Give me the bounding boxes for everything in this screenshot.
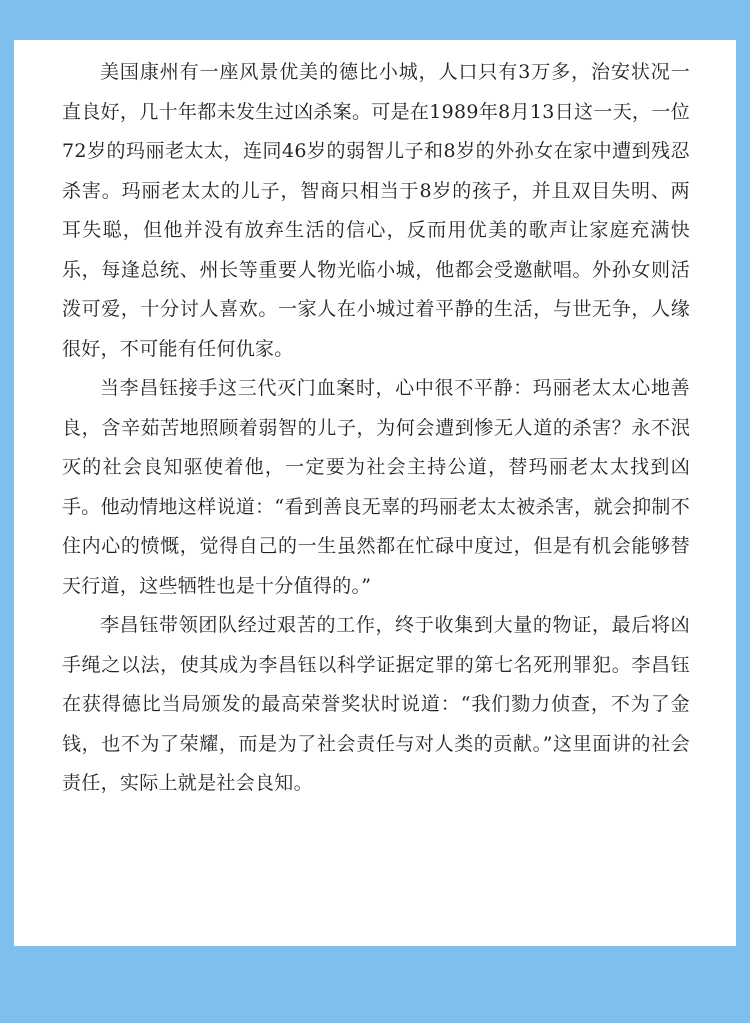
paragraph-1: 美国康州有一座风景优美的德比小城，人口只有3万多，治安状况一直良好，几十年都未发生过凶杀案。可是在1989年8月13日这一天，一位72岁的玛丽老太太，连同46岁的弱智儿子和8岁的外孙女在家中遭到残忍杀害。玛丽老太太的儿子，智商只相当于8岁的孩子，并且双目失明、两耳失聪，但他并没有放弃生活的信心，反而用优美的歌声让家庭充满快乐，每逢总统、州长等重要人物光临小城，他都会受邀献唱。外孙女则活泼可爱，十分讨人喜欢。一家人在小城过着平静的生活，与世无争，人缘很好，不可能有任何仇家。 (62, 61, 690, 360)
page-sheet (14, 40, 736, 946)
article-body (62, 53, 690, 804)
paragraph-2: 当李昌钰接手这三代灭门血案时，心中很不平静：玛丽老太太心地善良，含辛茹苦地照顾着弱智的儿子，为何会遭到惨无人道的杀害？永不泯灭的社会良知驱使着他，一定要为社会主持公道，替玛丽老太太找到凶手。他动情地这样说道：“看到善良无辜的玛丽老太太被杀害，就会抑制不住内心的愤慨，觉得自己的一生虽然都在忙碌中度过，但是有机会能够替天行道，这些牺牲也是十分值得的。” (62, 377, 690, 597)
paragraph-3: 李昌钰带领团队经过艰苦的工作，终于收集到大量的物证，最后将凶手绳之以法，使其成为李昌钰以科学证据定罪的第七名死刑罪犯。李昌钰在获得德比当局颁发的最高荣誉奖状时说道：“我们勠力侦查，不为了金钱，也不为了荣耀，而是为了社会责任与对人类的贡献。”这里面讲的社会责任，实际上就是社会良知。 (62, 614, 690, 794)
